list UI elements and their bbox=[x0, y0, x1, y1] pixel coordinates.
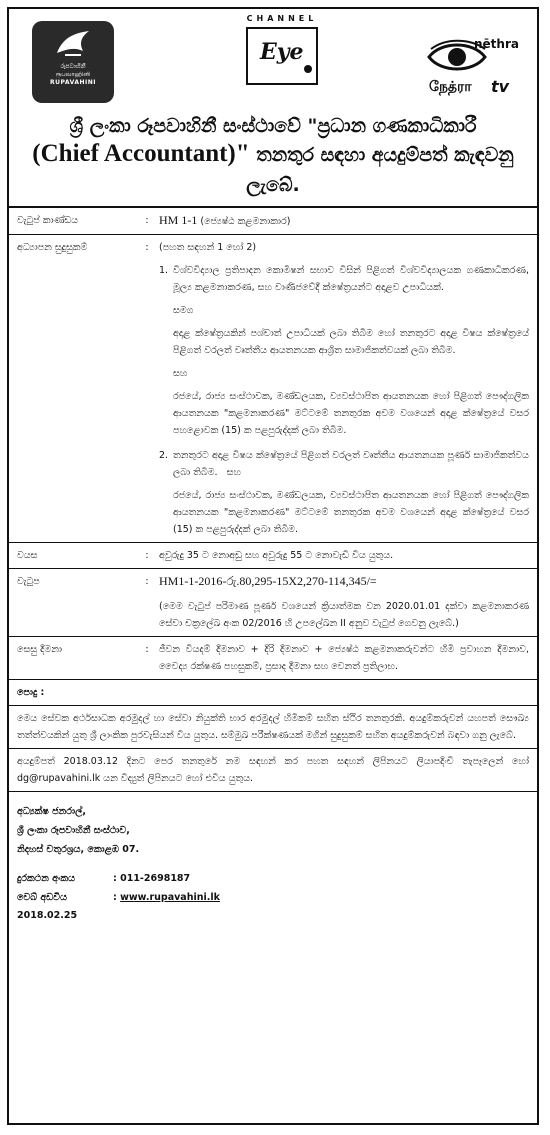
salary-code-label: වැටුප් කාණ්ඩය bbox=[9, 208, 135, 235]
general-paragraph-2: අයදුම්පත් 2018.03.12 දිනට පෙර තනතුරේ නම සඳහන් කර පහත සඳහන් ලිපිනයට ලියාපදිංචි තැපෑලෙන් හෝ dg@rupavahini.lk යන විද්‍යුත් ලිපිනයට හෝ එවිය යුතුය. bbox=[17, 756, 529, 784]
salary-scale: HM1-1-2016-රු.80,295-15X2,270-114,345/= bbox=[159, 574, 377, 588]
dot-icon bbox=[304, 65, 312, 73]
salary-code-value bbox=[159, 208, 537, 235]
conjunction-and: සහ bbox=[173, 368, 188, 379]
qualification-item-1-sub-2: රජයේ, රාජ්‍ය සංස්ථාවක, මණ්ඩලයක, ව්‍යවස්ථාපිත ආයතනයක හෝ පිළිගත් පෞද්ගලික ආයතනයක "කළමනාකරණ" මට්ටමේ තනතුරක අවම වශයෙන් අදාළ ක්ෂේත්‍රයේ වසර පහළොවක (15) ක පළපුරුද්දක් ලබා තිබීම. bbox=[173, 391, 529, 436]
age-row bbox=[9, 543, 537, 569]
education-row bbox=[9, 235, 537, 543]
phone-value: : 011-2698187 bbox=[113, 873, 191, 884]
website-label: වෙබ් අඩවිය bbox=[17, 892, 67, 903]
phone-label: දුරකථන අංකය bbox=[17, 873, 75, 884]
website-colon: : bbox=[113, 892, 121, 903]
general-section bbox=[9, 684, 537, 924]
address-line-3: නිදහස් චතුරශ්‍රය, කොළඹ 07. bbox=[17, 844, 140, 855]
colon: : bbox=[135, 235, 159, 543]
nethra-tv-text: tv bbox=[491, 77, 510, 96]
benefits-row bbox=[9, 637, 537, 680]
benefits-label: සෙසු දීමනා bbox=[9, 637, 135, 680]
salary-code: HM 1-1 bbox=[159, 213, 198, 227]
logo-sinhala-text: රූපවාහිනී bbox=[60, 63, 86, 70]
general-paragraph-1: මෙය සේවක අර්ථසාධක අරමුදල් හා සේවා නියුක්ති භාර අරමුදල් හිමිකම් සහිත ස්ථිර තනතුරකි. අයදුම්කරුවන් යහපත් සෞඛ්‍ය තත්ත්වයකින් යුතු ශ්‍රී ලාංකික පුරවැසියන් විය යුතුය. සම්මුඛ පරීක්ෂණයක් මගින් සුදුසුකම් සහිත අයදුම්කරුවන් බඳවා ගනු ලැබේ. bbox=[17, 713, 529, 741]
address-line-1: අධ්‍යක්ෂ ජනරාල්, bbox=[17, 806, 86, 817]
qualification-item-1-sub-1: අදාළ ක්ෂේත්‍රයකින් පශ්චාත් උපාධියක් ලබා තිබීම හෝ තනතුරට අදාළ විෂය ක්ෂේත්‍රයේ පිළිගත් වරලත් වෘත්තීය ආයතනයක ආශ්‍රිත සාමාජිකත්වයක් ලබා තිබීම. bbox=[173, 328, 529, 356]
logo-bar bbox=[9, 9, 537, 109]
salary-code-note: (ජ්‍යෙෂ්ඨ කළමනාකාර) bbox=[200, 216, 291, 227]
salary-code-row bbox=[9, 208, 537, 235]
headline-position-english: (Chief Accountant)" bbox=[32, 140, 250, 167]
phone-row bbox=[17, 869, 529, 888]
education-value bbox=[159, 235, 537, 543]
mailing-address bbox=[17, 802, 529, 859]
rupavahini-logo bbox=[32, 21, 114, 103]
nethra-brand-text: nēthra bbox=[474, 37, 519, 51]
item-text: තනතුරට අදාළ විෂය ක්ෂේත්‍රයේ පිළිගත් වරලත් වෘත්තීය ආයතනයක පූර්ණ සාමාජිකත්වය ලබා තිබීම. සහ bbox=[173, 450, 529, 478]
item-number: 1. bbox=[159, 265, 169, 276]
headline-line-1: ශ්‍රී ලංකා රූපවාහිනී සංස්ථාවේ "ප්‍රධාන ගණකාධිකාරී bbox=[69, 115, 477, 137]
salary-value bbox=[159, 569, 537, 637]
nethra-tamil-text: நேத்ரா bbox=[429, 79, 472, 95]
item-number: 2. bbox=[159, 450, 169, 461]
email-link[interactable]: dg@rupavahini.lk bbox=[17, 773, 101, 784]
colon: : bbox=[135, 543, 159, 569]
salary-label: වැටුප bbox=[9, 569, 135, 637]
colon: : bbox=[135, 637, 159, 680]
publication-date: 2018.02.25 bbox=[17, 910, 78, 921]
age-label: වයස bbox=[9, 543, 135, 569]
details-table bbox=[9, 208, 537, 680]
conjunction-and: සහ bbox=[226, 467, 241, 478]
headline-call-text: තනතුර සඳහා අයදුම්පත් කැඳවනු ලැබේ. bbox=[246, 144, 514, 196]
conjunction-with: සමග bbox=[173, 305, 194, 316]
divider bbox=[9, 705, 537, 706]
qualification-item-1 bbox=[159, 262, 529, 296]
colon: : bbox=[135, 208, 159, 235]
general-heading: පොදු : bbox=[17, 687, 45, 698]
divider bbox=[9, 791, 537, 792]
eye-wordmark: Eye bbox=[260, 39, 304, 65]
benefits-value: ජීවන වියදම් දීමනාව + දිරි දීමනාව + ජ්‍යෙෂ්ඨ කළමනාකරුවන්ට හිමි ප්‍රවාහන දීමනාව, වෛද්‍ය රක්ෂණ පහසුකම්, ප්‍රසාද දීමනා සහ වෙනත් ප්‍රතිලාභ. bbox=[159, 637, 537, 680]
channel-text: CHANNEL bbox=[246, 14, 318, 23]
contact-info bbox=[17, 869, 529, 907]
nethra-tv-logo bbox=[419, 33, 525, 103]
channel-eye-logo bbox=[237, 14, 327, 106]
divider bbox=[9, 748, 537, 749]
address-line-2: ශ්‍රී ලංකා රූපවාහිනී සංස්ථාව, bbox=[17, 825, 130, 836]
education-intro: (පහත සඳහන් 1 හෝ 2) bbox=[159, 242, 257, 253]
logo-tamil-text: ரூபவாஹினி bbox=[55, 71, 91, 78]
channel-eye-mark bbox=[246, 27, 318, 85]
education-label: අධ්‍යාපන සුදුසුකම් bbox=[9, 235, 135, 543]
advertisement bbox=[7, 7, 539, 1125]
age-value: අවුරුදු 35 ට නොඅඩු සහ අවුරුදු 55 ට නොවැඩි විය යුතුය. bbox=[159, 543, 537, 569]
salary-note: (මෙම වැටුප් පරිමාණ පූර්ණ වශයෙන් ක්‍රියාත්මක වන 2020.01.01 දක්වා කළමනාකරණ සේවා චක්‍රලේඛ අංක 02/2016 හි උපලේඛන II අනුව වැටුප් ගෙවනු ලැබේ.) bbox=[159, 601, 529, 629]
salary-row bbox=[9, 569, 537, 637]
website-link[interactable]: www.rupavahini.lk bbox=[120, 892, 220, 903]
item-text: විශ්වවිද්‍යාල ප්‍රතිපාදන කොමිෂන් සභාව විසින් පිළිගත් විශ්වවිද්‍යාලයක ගණකාධිකරණ, මූල්‍ය කළමනාකරණ, සහ වාණිජවේදී ක්ෂේත්‍රයන්ට අදාළව උපාධියක්. bbox=[173, 265, 529, 293]
bird-emblem-icon bbox=[53, 27, 93, 61]
logo-english-text: RUPAVAHINI bbox=[50, 79, 96, 86]
qualification-item-2 bbox=[159, 447, 529, 481]
qualification-item-2-sub: රජයේ, රාජ්‍ය සංස්ථාවක, මණ්ඩලයක, ව්‍යවස්ථාපිත ආයතනයක හෝ පිළිගත් පෞද්ගලික ආයතනයක "කළමනාකරණ" මට්ටමේ තනතුරක අවම වශයෙන් අදාළ ක්ෂේත්‍රයේ වසර (15) ක පළපුරුද්දක් ලබා තිබීම. bbox=[173, 490, 529, 535]
website-row bbox=[17, 888, 529, 907]
colon: : bbox=[135, 569, 159, 637]
headline-line-2 bbox=[9, 139, 537, 200]
